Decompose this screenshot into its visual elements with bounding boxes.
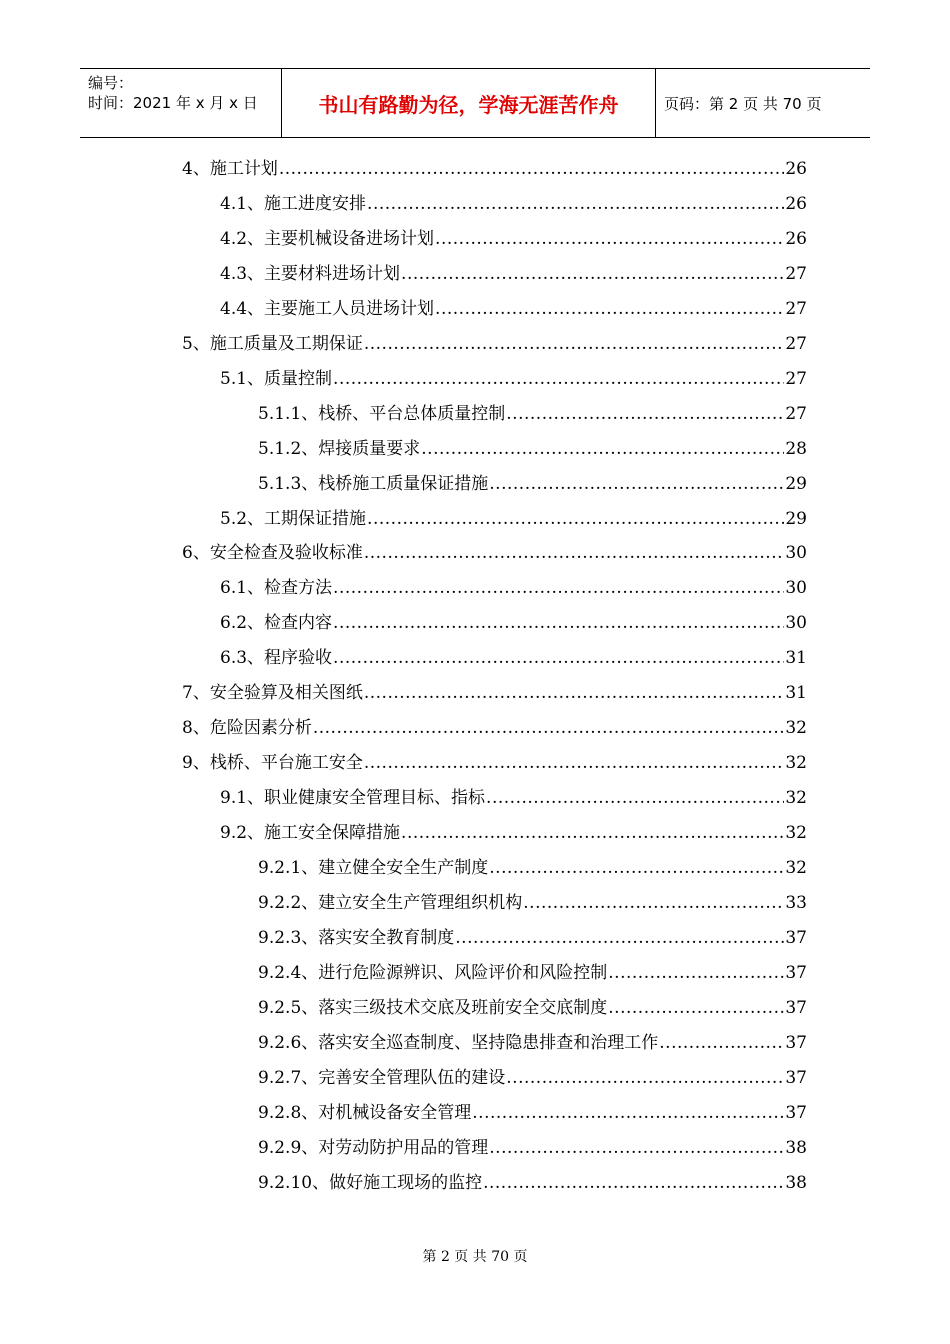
- toc-entry[interactable]: [258, 1096, 807, 1131]
- toc-entry-title: 6、安全检查及验收标准: [182, 543, 363, 564]
- toc-entry-page: 29: [785, 508, 807, 529]
- toc-entry-page: 32: [785, 788, 807, 809]
- toc-entry-page: 31: [785, 683, 807, 704]
- toc-entry[interactable]: [220, 292, 807, 327]
- header-slogan-cell: [282, 69, 656, 137]
- toc-entry-title: 6.2、检查内容: [220, 613, 333, 634]
- toc-entry[interactable]: [220, 222, 807, 257]
- toc-entry-page: 37: [785, 927, 807, 948]
- toc-entry-page: 32: [785, 858, 807, 878]
- toc-leader-dots: [367, 502, 784, 537]
- toc-entry-title: 5.2、工期保证措施: [220, 508, 367, 529]
- toc-entry-title: 9.1、职业健康安全管理目标、指标: [220, 788, 486, 809]
- toc-entry-page: 29: [785, 473, 807, 494]
- document-date: 时间：2021 年 x 月 x 日: [88, 94, 258, 112]
- header-slogan: 书山有路勤为径，学海无涯苦作舟: [318, 92, 619, 117]
- toc-entry-title: 4.3、主要材料进场计划: [220, 263, 401, 284]
- header-meta: [80, 69, 282, 137]
- toc-entry-page: 28: [785, 438, 807, 459]
- toc-entry-title: 6.3、程序验收: [220, 648, 333, 669]
- toc-leader-dots: [364, 746, 785, 781]
- toc-entry-page: 27: [785, 263, 807, 284]
- toc-leader-dots: [333, 571, 784, 606]
- toc-leader-dots: [608, 956, 784, 991]
- toc-entry-page: 30: [785, 613, 807, 634]
- toc-entry-title: 5.1.3、栈桥施工质量保证措施: [258, 473, 489, 494]
- toc-entry[interactable]: [258, 467, 807, 502]
- toc-entry-page: 27: [785, 403, 807, 424]
- toc-entry[interactable]: [220, 187, 807, 222]
- toc-entry-page: 32: [785, 753, 807, 774]
- toc-entry[interactable]: [182, 711, 807, 746]
- toc-leader-dots: [364, 536, 785, 571]
- toc-entry-title: 9.2.2、建立安全生产管理组织机构: [258, 892, 523, 913]
- toc-leader-dots: [401, 257, 784, 292]
- toc-entry[interactable]: [258, 886, 807, 921]
- toc-entry[interactable]: [258, 1166, 807, 1201]
- toc-entry-page: 27: [785, 298, 807, 319]
- toc-entry-page: 37: [785, 1032, 807, 1053]
- toc-entry-title: 4.1、施工进度安排: [220, 193, 367, 214]
- toc-entry[interactable]: [258, 921, 807, 956]
- toc-entry-page: 26: [785, 193, 807, 214]
- toc-entry-page: 38: [785, 1137, 807, 1158]
- header-page-info: 页码：第 2 页 共 70 页: [664, 94, 822, 113]
- toc-entry-page: 37: [785, 962, 807, 983]
- toc-entry[interactable]: [258, 956, 807, 991]
- toc-entry-page: 37: [785, 1067, 807, 1088]
- toc-leader-dots: [455, 921, 784, 956]
- toc-leader-dots: [333, 606, 784, 641]
- toc-leader-dots: [367, 187, 784, 222]
- toc-leader-dots: [435, 292, 784, 327]
- toc-leader-dots: [489, 851, 784, 886]
- toc-entry-page: 26: [785, 228, 807, 249]
- toc-entry[interactable]: [220, 502, 807, 537]
- toc-entry[interactable]: [220, 781, 807, 816]
- toc-entry-title: 5.1、质量控制: [220, 368, 333, 389]
- toc-entry[interactable]: [258, 1061, 807, 1096]
- toc-entry[interactable]: [258, 397, 807, 432]
- toc-entry[interactable]: [182, 536, 807, 571]
- toc-entry-page: 27: [785, 368, 807, 389]
- toc-entry-page: 37: [785, 1102, 807, 1123]
- toc-entry[interactable]: [182, 746, 807, 781]
- toc-entry[interactable]: [258, 1026, 807, 1061]
- toc-entry-title: 9.2.10、做好施工现场的监控: [258, 1172, 483, 1193]
- toc-leader-dots: [608, 991, 784, 1026]
- toc-entry-title: 9.2.5、落实三级技术交底及班前安全交底制度: [258, 997, 608, 1018]
- toc-entry-title: 9.2.7、完善安全管理队伍的建设: [258, 1067, 506, 1088]
- toc-entry-title: 9.2.4、进行危险源辨识、风险评价和风险控制: [258, 962, 608, 983]
- page-header: [80, 68, 870, 138]
- toc-entry-title: 8、危险因素分析: [182, 718, 312, 739]
- toc-entry-title: 4、施工计划: [182, 159, 278, 179]
- toc-leader-dots: [364, 327, 785, 362]
- toc-entry[interactable]: [182, 676, 807, 711]
- toc-entry-page: 38: [785, 1172, 807, 1193]
- toc-entry-page: 27: [785, 333, 807, 354]
- toc-leader-dots: [489, 1131, 784, 1166]
- toc-leader-dots: [506, 397, 784, 432]
- toc-entry-title: 9.2.1、建立健全安全生产制度: [258, 858, 489, 878]
- toc-leader-dots: [333, 362, 784, 397]
- toc-entry[interactable]: [220, 641, 807, 676]
- toc-entry-title: 5、施工质量及工期保证: [182, 333, 363, 354]
- toc-entry-title: 4.4、主要施工人员进场计划: [220, 298, 435, 319]
- toc-leader-dots: [421, 432, 784, 467]
- toc-entry-page: 30: [785, 543, 807, 564]
- toc-entry-page: 32: [785, 823, 807, 844]
- toc-entry[interactable]: [182, 327, 807, 362]
- toc-entry-title: 5.1.2、焊接质量要求: [258, 438, 421, 459]
- page-footer: 第 2 页 共 70 页: [422, 1249, 528, 1265]
- toc-entry[interactable]: [182, 152, 807, 187]
- toc-entry[interactable]: [220, 816, 807, 851]
- toc-entry-title: 6.1、检查方法: [220, 578, 333, 599]
- toc-leader-dots: [401, 816, 784, 851]
- toc-entry-page: 30: [785, 578, 807, 599]
- toc-leader-dots: [489, 467, 784, 502]
- toc-entry-page: 31: [785, 648, 807, 669]
- toc-entry-title: 9.2.3、落实安全教育制度: [258, 927, 455, 948]
- toc-leader-dots: [333, 641, 784, 676]
- toc-leader-dots: [523, 886, 784, 921]
- toc-entry-title: 5.1.1、栈桥、平台总体质量控制: [258, 403, 506, 424]
- toc-entry[interactable]: [220, 257, 807, 292]
- toc-entry-title: 9、栈桥、平台施工安全: [182, 753, 363, 774]
- toc-leader-dots: [279, 152, 785, 187]
- document-number-label: 编号：: [88, 74, 134, 92]
- toc-leader-dots: [486, 781, 784, 816]
- toc-entry-title: 9.2、施工安全保障措施: [220, 823, 401, 844]
- toc-entry-title: 9.2.6、落实安全巡查制度、坚持隐患排查和治理工作: [258, 1032, 659, 1053]
- toc-leader-dots: [313, 711, 785, 746]
- toc-entry[interactable]: [258, 851, 807, 886]
- toc-leader-dots: [435, 222, 784, 257]
- toc-leader-dots: [364, 676, 785, 711]
- toc-leader-dots: [483, 1166, 784, 1201]
- toc-entry[interactable]: [258, 432, 807, 467]
- toc-entry[interactable]: [258, 1131, 807, 1166]
- toc-entry[interactable]: [220, 606, 807, 641]
- toc-entry[interactable]: [220, 362, 807, 397]
- toc-entry[interactable]: [258, 991, 807, 1026]
- toc-entry-title: 9.2.8、对机械设备安全管理: [258, 1102, 472, 1123]
- toc-entry-title: 7、安全验算及相关图纸: [182, 683, 363, 704]
- toc-entry-page: 33: [785, 892, 807, 913]
- toc-leader-dots: [659, 1026, 784, 1061]
- toc-entry-page: 37: [785, 997, 807, 1018]
- toc-leader-dots: [472, 1096, 784, 1131]
- toc-leader-dots: [506, 1061, 784, 1096]
- toc-entry-page: 32: [785, 718, 807, 739]
- toc-entry-page: 26: [785, 159, 807, 179]
- toc-entry-title: 9.2.9、对劳动防护用品的管理: [258, 1137, 489, 1158]
- toc-entry-title: 4.2、主要机械设备进场计划: [220, 228, 435, 249]
- toc-entry[interactable]: [220, 571, 807, 606]
